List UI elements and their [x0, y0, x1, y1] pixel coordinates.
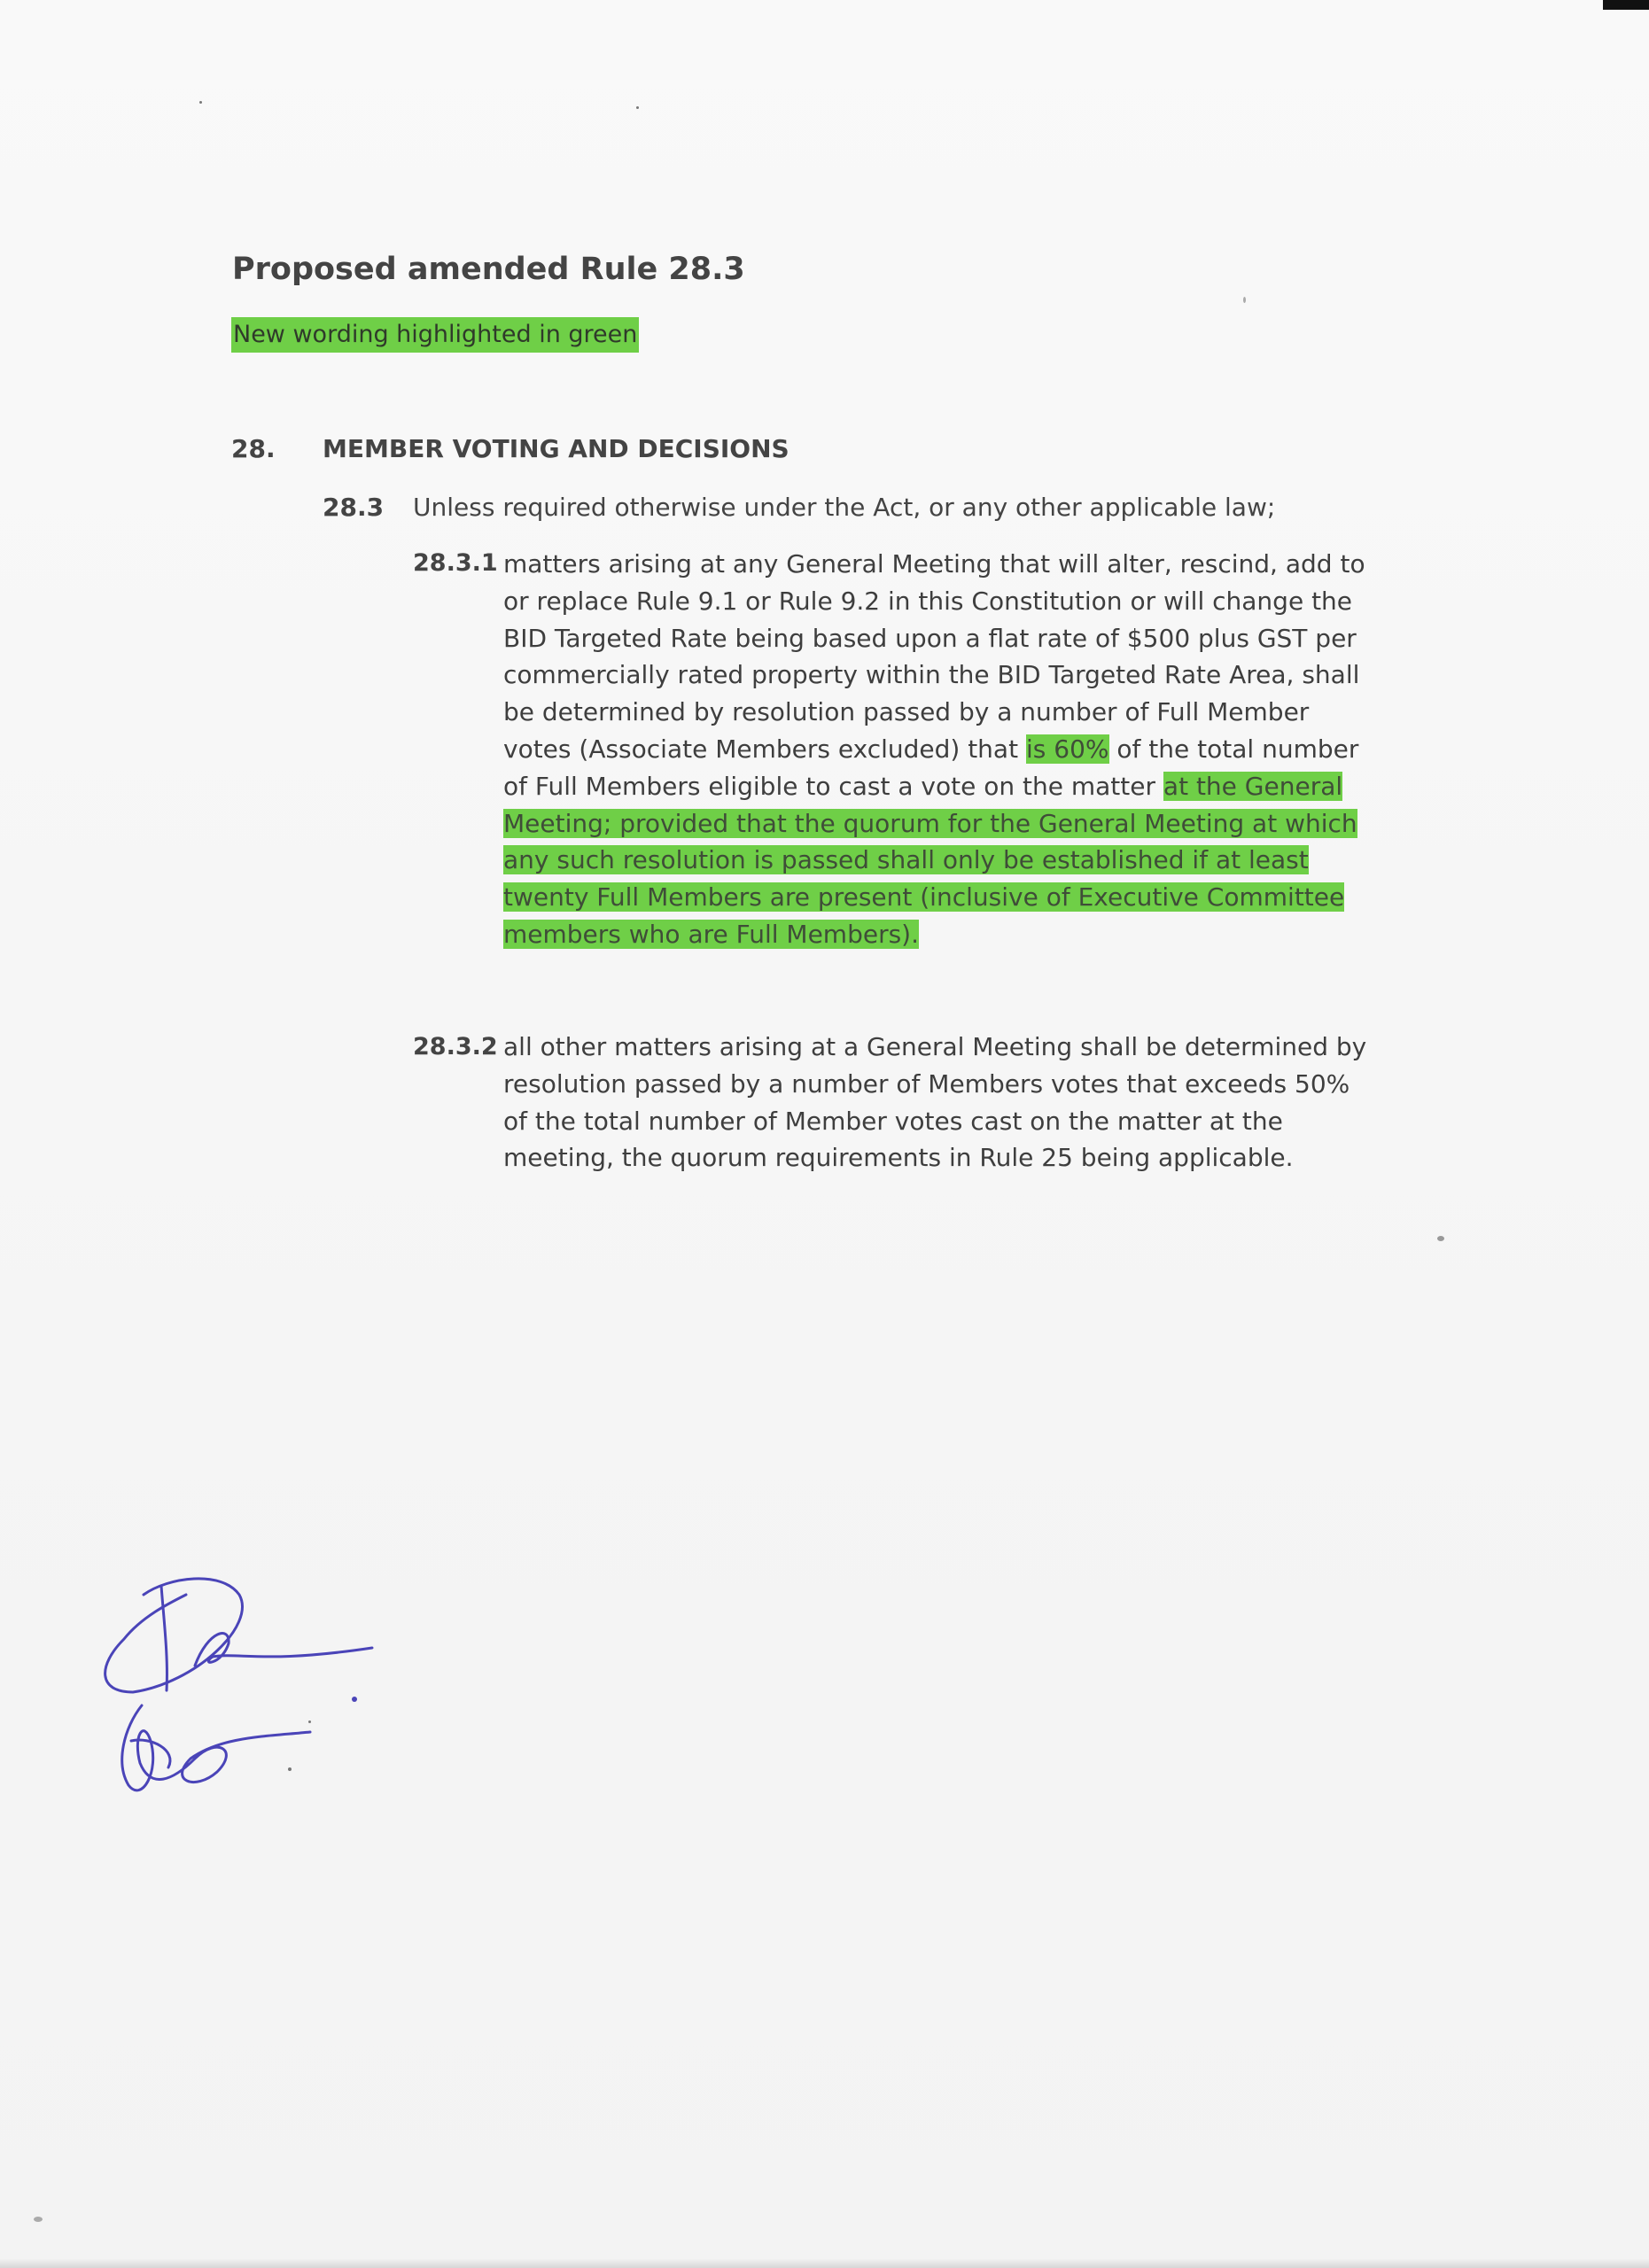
highlighted-new-wording: at the General Meeting; provided that the quorum for the General Meeting at which any such resolution is passed shall only be established if at least twenty Full Members are present (inclusive of Executive Committee members who are Full Members).: [503, 771, 1357, 949]
section-heading: MEMBER VOTING AND DECISIONS: [323, 434, 789, 463]
scan-bottom-edge: [0, 2259, 1649, 2268]
handwritten-signature: [89, 1559, 390, 1825]
subclause-body-2: all other matters arising at a General Meeting shall be determined by resolution passed by a number of Members votes that exceeds 50% of the total number of Member votes cast on the matter at the meeting, the quorum requirements in Rule 25 being applicable.: [503, 1032, 1367, 1173]
highlight-legend: New wording highlighted in green: [231, 317, 639, 353]
subclause-number-1: 28.3.1: [413, 549, 498, 577]
scan-edge-mark: [1603, 0, 1649, 10]
scan-speck: [1243, 297, 1246, 303]
clause-number: 28.3: [323, 493, 385, 522]
scan-speck: [199, 101, 202, 104]
subclause-number-2: 28.3.2: [413, 1033, 498, 1060]
clause-text: Unless required otherwise under the Act, or any other applicable law;: [413, 493, 1276, 522]
scan-speck: [636, 106, 639, 109]
subclause-text: of the total number of Full Members eligible to cast a vote on the matter: [503, 734, 1359, 801]
page-title: Proposed amended Rule 28.3: [232, 252, 745, 287]
scan-speck: [288, 1767, 292, 1771]
subclause-body-1: [503, 546, 1372, 953]
scan-speck: [308, 1720, 311, 1723]
section-number: 28.: [231, 434, 276, 463]
subclause-text: matters arising at any General Meeting that will alter, rescind, add to or replace Rule 9.1 or Rule 9.2 in this Constitution or will change the BID Targeted Rate being based upon a flat rate of $500 plus GST per commercially rated property within the BID Targeted Rate Area, shall be determined by resolution passed by a number of Full Member votes (Associate Members excluded) that: [503, 549, 1365, 764]
highlighted-new-wording: is 60%: [1025, 734, 1109, 764]
scan-speck: [34, 2217, 43, 2222]
scan-speck: [1437, 1236, 1444, 1241]
